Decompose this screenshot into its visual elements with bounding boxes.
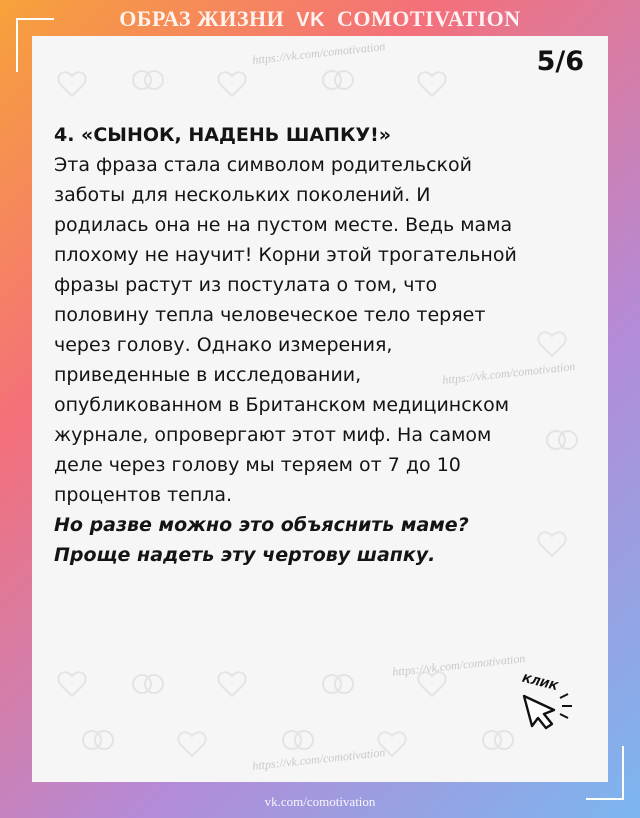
cursor-click-icon: [524, 694, 572, 728]
click-badge[interactable]: [506, 668, 586, 732]
content-card: [32, 36, 608, 782]
vk-logo-icon: VK: [296, 9, 326, 31]
article-conclusion-line: Проще надеть эту чертову шапку.: [54, 544, 436, 566]
heart-icon: [178, 732, 205, 756]
article-line: журнале, опровергают этот миф. На самом: [54, 424, 492, 446]
article-line: Эта фраза стала символом родительской: [54, 154, 472, 176]
article-line: фразы растут из постулата о том, что: [54, 274, 438, 296]
page-number: 5/6: [536, 46, 584, 77]
header-title-right: COMOTIVATION: [337, 6, 521, 31]
article-line: приведенные в исследовании,: [54, 364, 362, 386]
heart-icon: [58, 72, 85, 96]
rings-icon: [323, 71, 353, 89]
heart-icon: [418, 72, 445, 96]
article-heading: 4. «СЫНОК, НАДЕНЬ ШАПКУ!»: [54, 124, 392, 146]
article-line: процентов тепла.: [54, 484, 233, 506]
click-badge-label: КЛИК: [520, 671, 560, 694]
rings-icon: [133, 71, 163, 89]
rings-icon: [483, 731, 513, 749]
article-line: плохому не научит! Корни этой трогательной: [54, 244, 517, 266]
article-line: опубликованном в Британском медицинском: [54, 394, 510, 416]
article: [54, 120, 594, 570]
rings-icon: [83, 731, 113, 749]
rings-icon: [133, 675, 163, 693]
article-conclusion-line: Но разве можно это объяснить маме?: [54, 514, 469, 536]
heart-icon: [218, 72, 245, 96]
heart-icon: [218, 672, 245, 696]
article-line: через голову. Однако измерения,: [54, 334, 393, 356]
watermark: https://vk.com/comotivation: [251, 745, 386, 773]
header-title: [0, 4, 640, 35]
watermark: https://vk.com/comotivation: [441, 359, 576, 387]
footer-link: vk.com/comotivation: [264, 794, 376, 809]
watermark: https://vk.com/comotivation: [251, 39, 386, 67]
header-title-left: ОБРАЗ ЖИЗНИ: [119, 6, 285, 31]
heart-icon: [58, 672, 85, 696]
article-line: половину тепла человеческое тело теряет: [54, 304, 486, 326]
article-line: заботы для нескольких поколений. И: [54, 184, 431, 206]
article-line: родилась она не на пустом месте. Ведь мама: [54, 214, 513, 236]
watermark: https://vk.com/comotivation: [391, 651, 526, 679]
rings-icon: [323, 675, 353, 693]
rings-icon: [283, 731, 313, 749]
article-line: деле через голову мы теряем от 7 до 10: [54, 454, 461, 476]
